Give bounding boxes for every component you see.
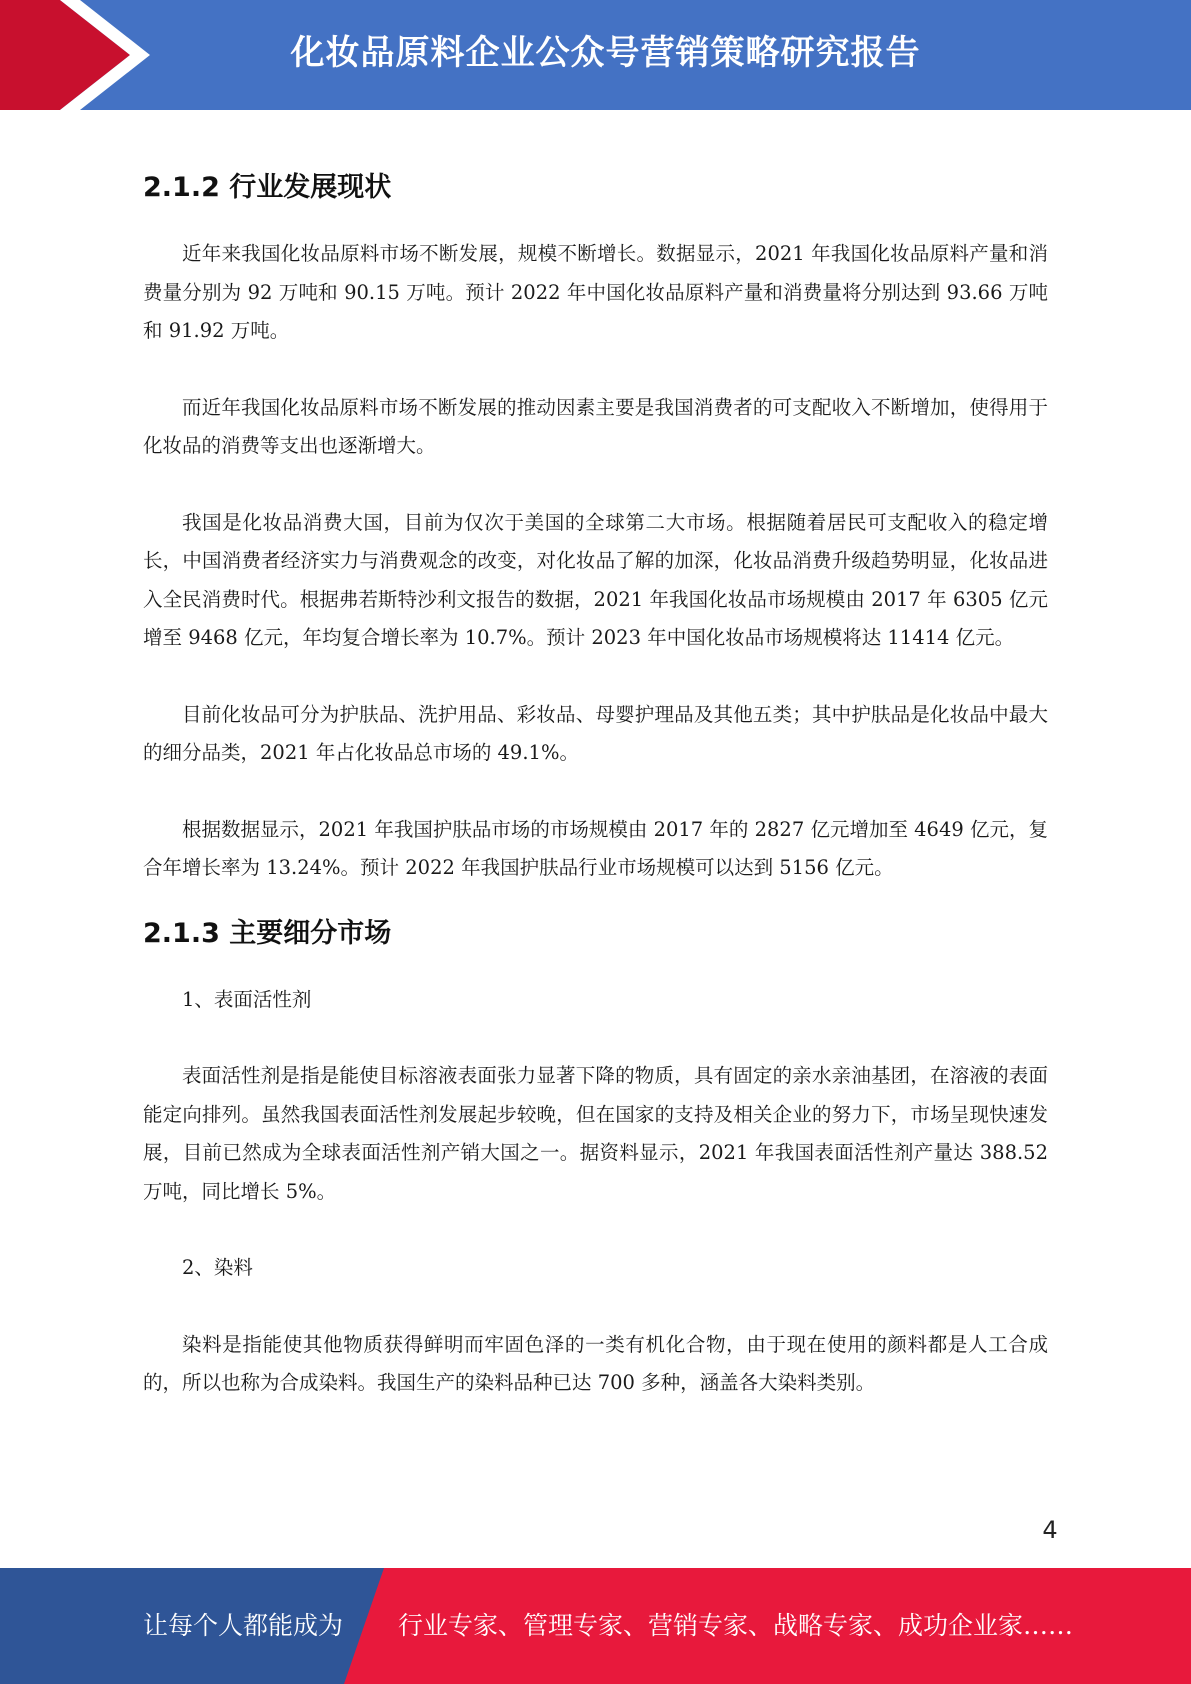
- paragraph: 染料是指能使其他物质获得鲜明而牢固色泽的一类有机化合物，由于现在使用的颜料都是人工合成的，所以也称为合成染料。我国生产的染料品种已达 700 多种，涵盖各大染料类别。: [143, 1332, 1048, 1394]
- paragraph: 表面活性剂是指是能使目标溶液表面张力显著下降的物质，具有固定的亲水亲油基团，在溶液的表面能定向排列。虽然我国表面活性剂发展起步较晚，但在国家的支持及相关企业的努力下，市场呈现快速发展，目前已然成为全球表面活性剂产销大国之一。据资料显示，2021 年我国表面活性剂产量达 388.52 万吨，同比增长 5%。: [143, 1064, 1048, 1203]
- page-content: [143, 158, 1048, 1403]
- document-title: 化妆品原料企业公众号营销策略研究报告: [290, 33, 921, 73]
- paragraph: 近年来我国化妆品原料市场不断发展，规模不断增长。数据显示，2021 年我国化妆品原料产量和消费量分别为 92 万吨和 90.15 万吨。预计 2022 年中国化妆品原料产量和消费量将分别达到 93.66 万吨和 91.92 万吨。: [143, 242, 1048, 342]
- paragraph: 而近年我国化妆品原料市场不断发展的推动因素主要是我国消费者的可支配收入不断增加，使得用于化妆品的消费等支出也逐渐增大。: [143, 395, 1048, 457]
- footer-slogan-left: 让每个人都能成为: [143, 1611, 344, 1640]
- footer-slogan-right: 行业专家、管理专家、营销专家、战略专家、成功企业家……: [398, 1611, 1074, 1640]
- list-item-heading: 1、表面活性剂: [182, 987, 312, 1011]
- list-item-heading: 2、染料: [182, 1256, 253, 1279]
- section-heading: 2.1.3 主要细分市场: [143, 917, 392, 949]
- section-heading: 2.1.2 行业发展现状: [143, 172, 392, 203]
- page-header: [0, 0, 1191, 110]
- page-number: 4: [1042, 1516, 1058, 1544]
- page-footer: [0, 1568, 1191, 1684]
- paragraph: 根据数据显示，2021 年我国护肤品市场的市场规模由 2017 年的 2827 亿元增加至 4649 亿元，复合年增长率为 13.24%。预计 2022 年我国护肤品行业市场规模可以达到 5156 亿元。: [143, 817, 1048, 879]
- paragraph: 我国是化妆品消费大国，目前为仅次于美国的全球第二大市场。根据随着居民可支配收入的稳定增长，中国消费者经济实力与消费观念的改变，对化妆品了解的加深，化妆品消费升级趋势明显，化妆品进入全民消费时代。根据弗若斯特沙利文报告的数据，2021 年我国化妆品市场规模由 2017 年 6305 亿元增至 9468 亿元，年均复合增长率为 10.7%。预计 2023 年中国化妆品市场规模将达 11414 亿元。: [143, 510, 1048, 649]
- paragraph: 目前化妆品可分为护肤品、洗护用品、彩妆品、母婴护理品及其他五类；其中护肤品是化妆品中最大的细分品类，2021 年占化妆品总市场的 49.1%。: [143, 702, 1048, 764]
